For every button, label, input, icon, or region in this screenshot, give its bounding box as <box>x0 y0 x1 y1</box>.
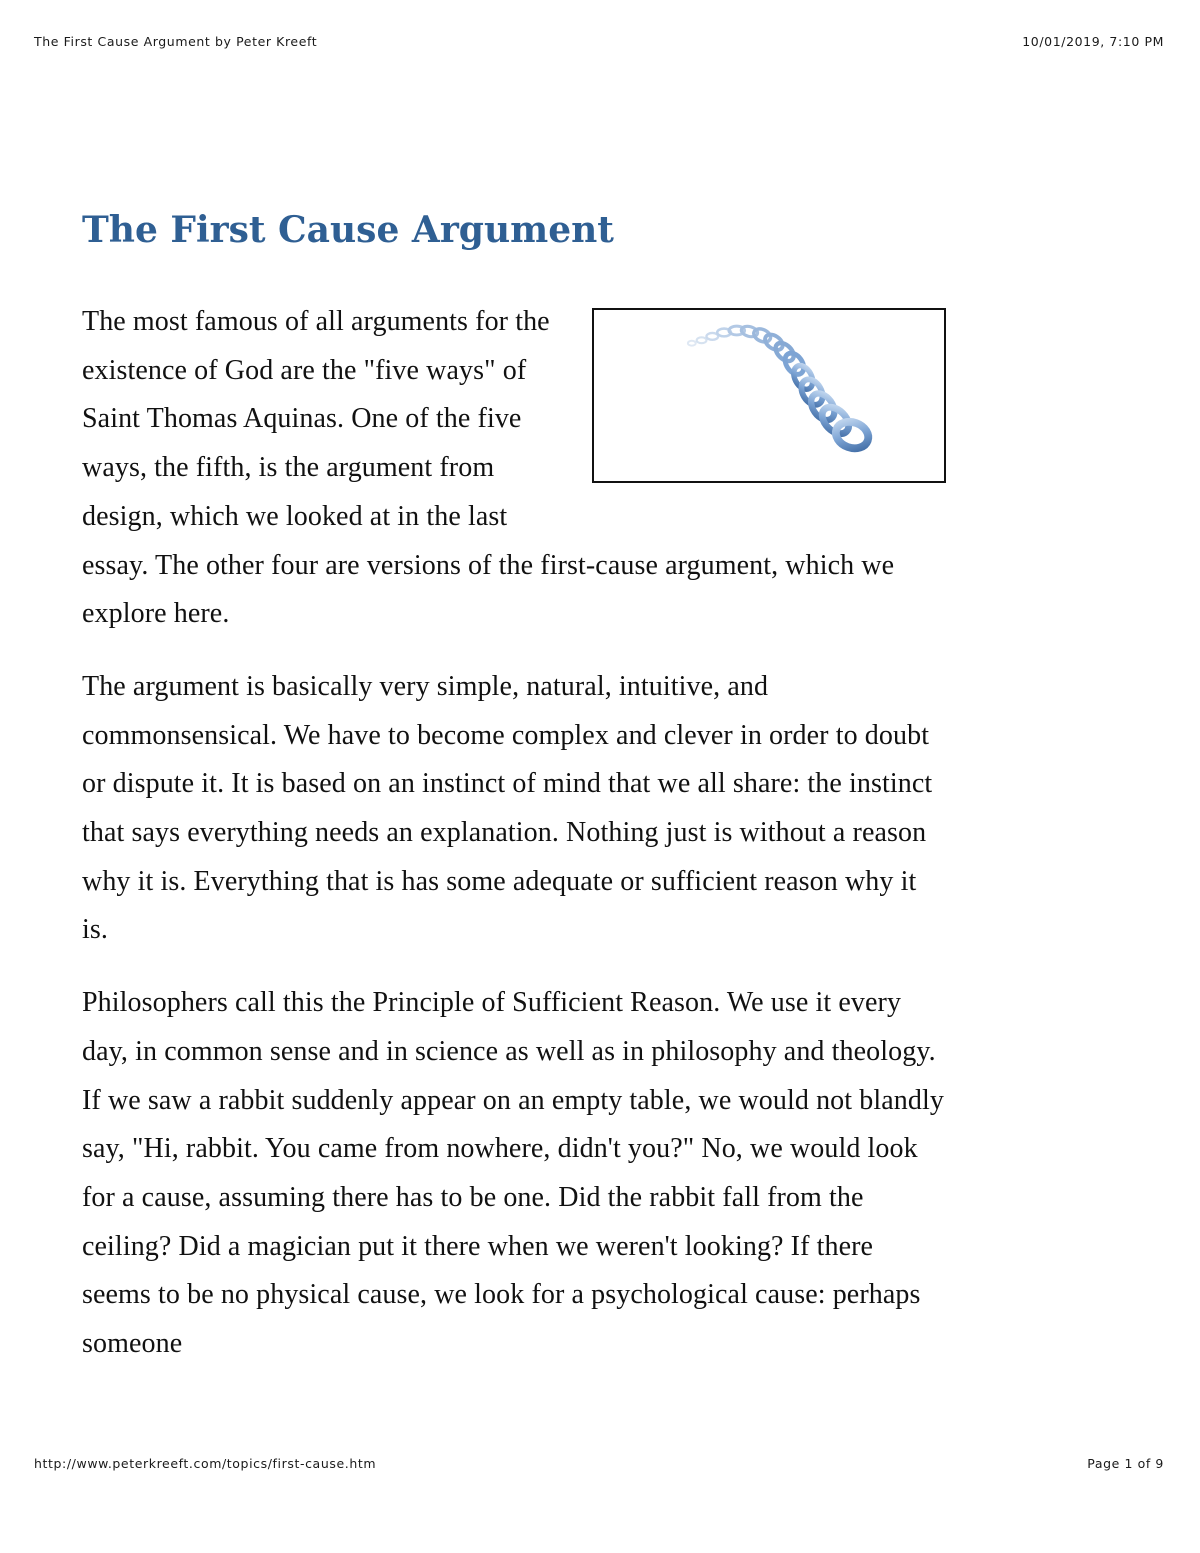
article-paragraph-1 <box>82 298 948 639</box>
article <box>82 200 948 1369</box>
print-header-datetime: 10/01/2019, 7:10 PM <box>1022 34 1164 49</box>
article-paragraph-3: Philosophers call this the Principle of Sufficient Reason. We use it every day, in common sense and in science as well as in philosophy and theology. If we saw a rabbit suddenly appear on an empty table, we would not blandly say, "Hi, rabbit. You came from nowhere, didn't you?" No, we would look for a cause, assuming there has to be one. Did the rabbit fall from the ceiling? Did a magician put it there when we weren't looking? If there seems to be no physical cause, we look for a psychological cause: perhaps someone <box>82 987 944 1360</box>
chain-icon <box>594 310 944 481</box>
print-footer-url: http://www.peterkreeft.com/topics/first-cause.htm <box>34 1456 377 1471</box>
article-title: The First Cause Argument <box>82 209 614 251</box>
article-paragraph-1-text: The most famous of all arguments for the existence of God are the "five ways" of Saint Thomas Aquinas. One of the five ways, the fifth, is the argument from design, which we looked at in the last essay. The other four are versions of the first-cause argument, which we explore here. <box>82 306 895 630</box>
print-footer <box>34 1456 1164 1471</box>
print-header <box>34 34 1164 49</box>
print-header-title: The First Cause Argument by Peter Kreeft <box>34 34 318 49</box>
print-footer-page: Page 1 of 9 <box>1087 1456 1164 1471</box>
chain-image <box>592 308 946 483</box>
article-paragraph-2: The argument is basically very simple, natural, intuitive, and commonsensical. We have to become complex and clever in order to doubt or dispute it. It is based on an instinct of mind that we all share: the instinct that says everything needs an explanation. Nothing just is without a reason why it is. Everything that is has some adequate or sufficient reason why it is. <box>82 670 933 946</box>
